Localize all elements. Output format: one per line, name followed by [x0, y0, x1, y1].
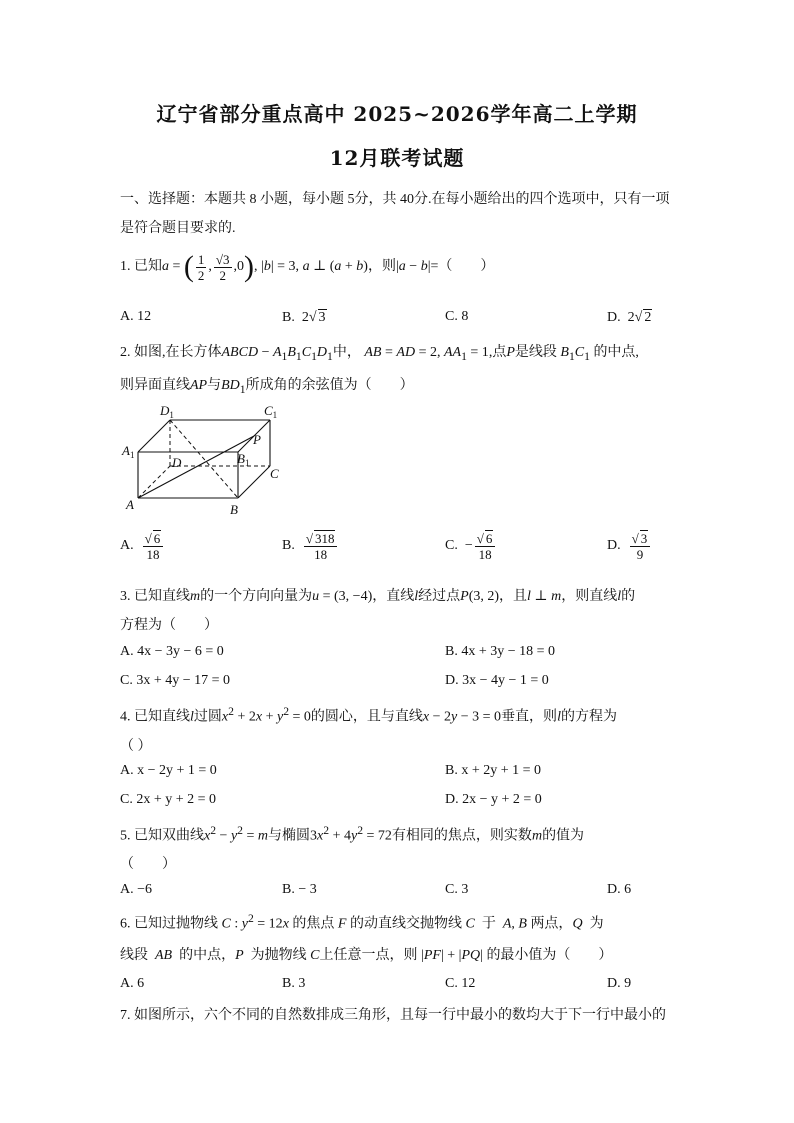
question-6-stem-line1: 6. 已知过抛物线 C : $y^2 = 12x$ 的焦点 F 的动直线交抛物线 C 于 A, B 两点，Q 为: [120, 912, 604, 932]
question-3-stem-line2: 方程为（ ）: [120, 618, 218, 633]
q3-option-a[interactable]: A. 4x − 3y − 6 = 0: [120, 644, 224, 659]
q6-option-c[interactable]: C. 12: [445, 976, 476, 991]
question-4-stem-line1: 4. 已知直线l过圆$x^2 + 2x + y^2 = 0$的圆心，且与直线x − 2y − 3 = 0垂直，则l的方程为: [120, 705, 617, 725]
question-3-stem-line1: 3. 已知直线m的一个方向向量为u = (3, −4)，直线l经过点P(3, 2)，且l ⊥ m，则直线l的: [120, 589, 636, 604]
label-P: P: [253, 432, 261, 447]
question-6-stem-line2: 线段 AB 的中点，P 为抛物线 C上任意一点，则 |PF| + |PQ| 的最小值为（ ）: [120, 948, 613, 963]
q2-option-d[interactable]: D. $\frac{√ 3}{9}$: [607, 530, 652, 562]
q3-option-d[interactable]: D. 3x − 4y − 1 = 0: [445, 673, 549, 688]
label-D1: $D_1$: [160, 403, 174, 420]
q4-option-a[interactable]: A. x − 2y + 1 = 0: [120, 763, 217, 778]
q6-option-b[interactable]: B. 3: [282, 976, 306, 991]
question-4-stem-line2: （ ）: [120, 739, 152, 754]
question-1-stem: 1. 已知a = ( $\frac{1}{2}$ , $\frac{√3}{2}$ ,0), |b| = 3, a ⊥ (a + b)，则|a − b|=（ ）: [120, 250, 495, 283]
label-A1: $A_1$: [122, 443, 135, 460]
q2-option-b[interactable]: B. $\frac{√ 318}{18}$: [282, 530, 339, 562]
q1-option-a[interactable]: A. 12: [120, 309, 152, 324]
label-B: B: [230, 502, 238, 517]
q3-option-c[interactable]: C. 3x + 4y − 17 = 0: [120, 673, 231, 688]
question-5-stem-line2: （ ）: [120, 857, 176, 872]
q6-option-a[interactable]: A. 6: [120, 976, 145, 991]
q5-option-a[interactable]: A. −6: [120, 882, 153, 897]
q4-option-b[interactable]: B. x + 2y + 1 = 0: [445, 763, 542, 778]
q2-option-c[interactable]: C. − $\frac{√ 6}{18}$: [445, 530, 497, 562]
label-D: D: [172, 455, 182, 470]
q1-option-c[interactable]: C. 8: [445, 309, 469, 324]
label-B1: $B_1$: [237, 451, 250, 468]
question-2-stem-line2: 则异面直线AP与$BD_1$所成角的余弦值为（ ）: [120, 378, 414, 396]
question-2-stem-line1: 2. 如图,在长方体ABCD − $A_1B_1C_1D_1$中， AB = AD = 2, $AA_1 = 1$,点P是线段 $B_1C_1$ 的中点,: [120, 345, 639, 363]
q1-option-d[interactable]: D. 2√ 2: [607, 310, 652, 325]
label-C1: $C_1$: [264, 403, 278, 420]
q4-option-c[interactable]: C. 2x + y + 2 = 0: [120, 792, 217, 807]
question-5-stem-line1: 5. 已知双曲线$x^2 - y^2 = m$与椭圆$3x^2 + 4y^2 = 72$有相同的焦点，则实数m的值为: [120, 824, 585, 844]
q5-option-d[interactable]: D. 6: [607, 882, 632, 897]
q4-option-d[interactable]: D. 2x − y + 2 = 0: [445, 792, 542, 807]
q5-option-b[interactable]: B. − 3: [282, 882, 317, 897]
exam-title-line1: 辽宁省部分重点高中 2025~2026学年高二上学期: [156, 102, 638, 126]
label-C: C: [270, 466, 279, 481]
q6-option-d[interactable]: D. 9: [607, 976, 632, 991]
cuboid-figure: [120, 400, 290, 518]
exam-title-line2: 12月联考试题: [329, 146, 465, 170]
q1-option-b[interactable]: B. 2√ 3: [282, 310, 326, 325]
section-intro-line2: 是符合题目要求的.: [120, 221, 236, 236]
question-7-stem: 7. 如图所示，六个不同的自然数排成三角形，且每一行中最小的数均大于下一行中最小的: [120, 1008, 666, 1023]
label-A: A: [126, 497, 134, 512]
q3-option-b[interactable]: B. 4x + 3y − 18 = 0: [445, 644, 556, 659]
section-intro-line1: 一、选择题：本题共 8 小题，每小题 5分，共 40分.在每小题给出的四个选项中，只有一项: [120, 192, 670, 207]
q2-option-a[interactable]: A. $\frac{√ 6}{18}$: [120, 530, 165, 562]
q5-option-c[interactable]: C. 3: [445, 882, 469, 897]
